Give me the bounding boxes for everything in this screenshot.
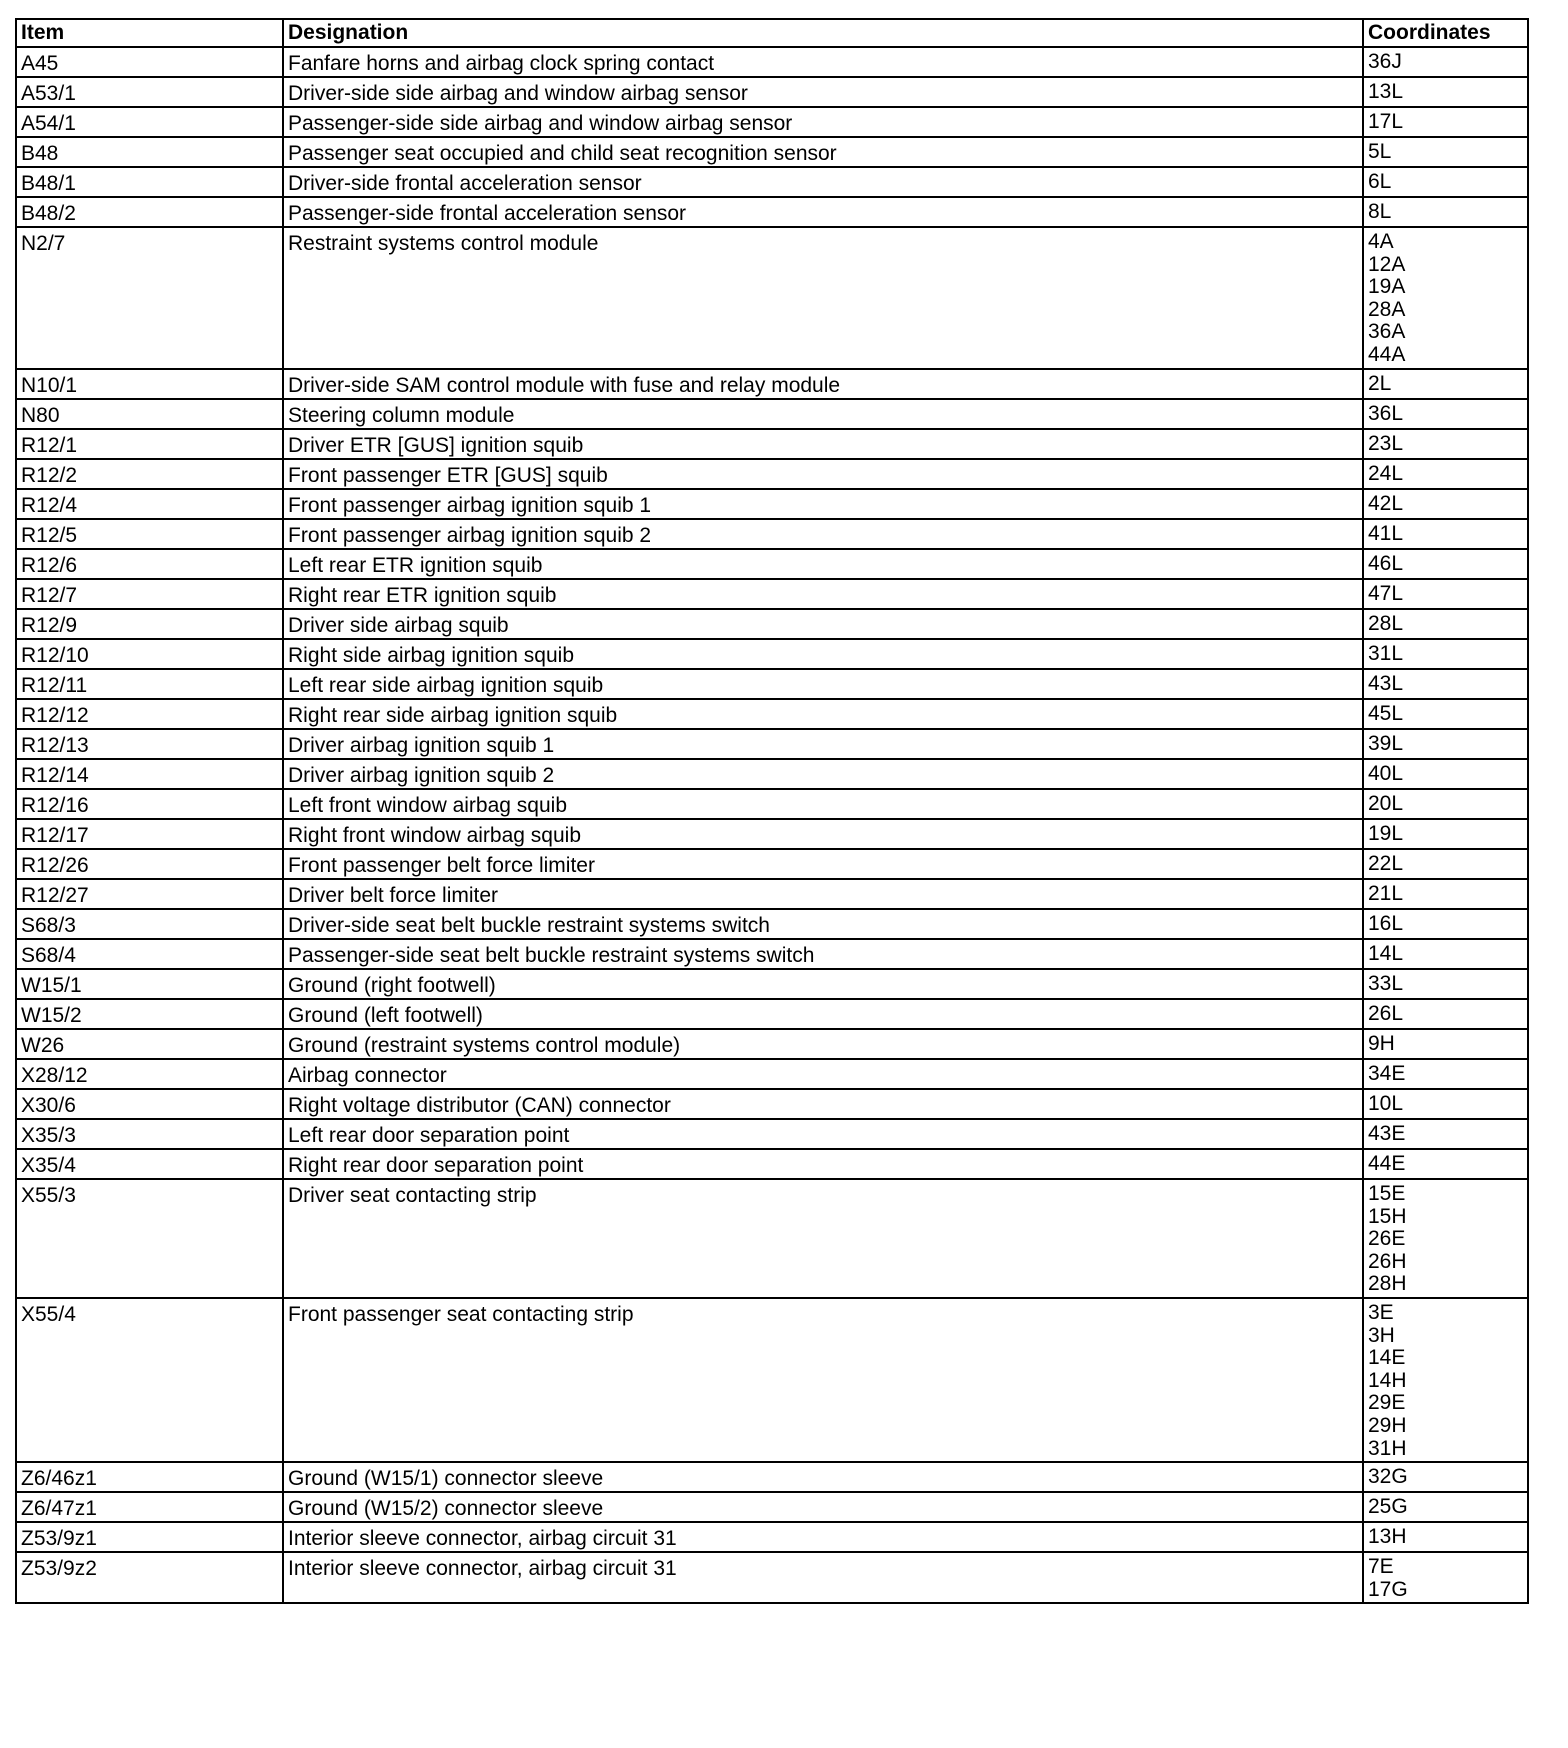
cell-designation: Driver airbag ignition squib 2 [283, 759, 1363, 789]
table-row [16, 1492, 1528, 1522]
cell-designation: Ground (left footwell) [283, 999, 1363, 1029]
coordinate-value: 33L [1368, 972, 1404, 995]
table-row [16, 849, 1528, 879]
cell-designation: Driver-side frontal acceleration sensor [283, 167, 1363, 197]
coordinate-value: 28A [1368, 297, 1406, 321]
cell-item: A54/1 [16, 107, 283, 137]
cell-designation: Driver ETR [GUS] ignition squib [283, 429, 1363, 459]
cell-designation: Passenger-side seat belt buckle restraint systems switch [283, 939, 1363, 969]
coordinate-value: 44A [1368, 342, 1406, 366]
cell-item: R12/14 [16, 759, 283, 789]
cell-coordinates [1363, 999, 1528, 1029]
coordinate-value: 21L [1368, 882, 1404, 905]
coordinate-value: 3H [1368, 1323, 1395, 1347]
table-row [16, 77, 1528, 107]
cell-designation: Steering column module [283, 399, 1363, 429]
coordinate-value: 25G [1368, 1495, 1408, 1518]
coordinate-value: 8L [1368, 200, 1392, 223]
cell-designation: Fanfare horns and airbag clock spring contact [283, 47, 1363, 77]
coordinate-value: 9H [1368, 1032, 1395, 1055]
coordinate-value: 29E [1368, 1391, 1406, 1415]
cell-item: X30/6 [16, 1089, 283, 1119]
cell-item: N2/7 [16, 227, 283, 369]
cell-item: A45 [16, 47, 283, 77]
cell-item: X55/3 [16, 1179, 283, 1298]
cell-item: R12/2 [16, 459, 283, 489]
cell-coordinates [1363, 609, 1528, 639]
table-row [16, 1522, 1528, 1552]
cell-designation: Driver-side SAM control module with fuse and relay module [283, 369, 1363, 399]
table-row [16, 459, 1528, 489]
table-row [16, 107, 1528, 137]
table-row [16, 729, 1528, 759]
cell-designation: Right front window airbag squib [283, 819, 1363, 849]
table-row [16, 1029, 1528, 1059]
cell-item: R12/10 [16, 639, 283, 669]
cell-designation: Right rear side airbag ignition squib [283, 699, 1363, 729]
coordinate-value: 7E [1368, 1555, 1394, 1578]
coordinate-value: 41L [1368, 522, 1404, 545]
coordinate-value: 3E [1368, 1301, 1394, 1324]
coordinate-value: 4A [1368, 230, 1394, 253]
coordinate-value: 22L [1368, 852, 1404, 875]
cell-coordinates [1363, 77, 1528, 107]
cell-designation: Front passenger belt force limiter [283, 849, 1363, 879]
coordinate-value: 24L [1368, 462, 1404, 485]
cell-item: W15/1 [16, 969, 283, 999]
cell-item: B48/2 [16, 197, 283, 227]
cell-designation: Ground (restraint systems control module) [283, 1029, 1363, 1059]
cell-item: S68/3 [16, 909, 283, 939]
cell-item: R12/6 [16, 549, 283, 579]
cell-designation: Front passenger ETR [GUS] squib [283, 459, 1363, 489]
coordinate-value: 40L [1368, 762, 1404, 785]
cell-designation: Driver-side side airbag and window airbag sensor [283, 77, 1363, 107]
cell-coordinates [1363, 1149, 1528, 1179]
cell-coordinates [1363, 1522, 1528, 1552]
cell-coordinates [1363, 879, 1528, 909]
cell-item: R12/12 [16, 699, 283, 729]
cell-item: X35/3 [16, 1119, 283, 1149]
coordinate-value: 5L [1368, 140, 1392, 163]
cell-designation: Front passenger seat contacting strip [283, 1298, 1363, 1462]
table-row [16, 699, 1528, 729]
cell-designation: Interior sleeve connector, airbag circuit 31 [283, 1522, 1363, 1552]
table-row [16, 1059, 1528, 1089]
cell-coordinates [1363, 519, 1528, 549]
cell-coordinates [1363, 759, 1528, 789]
table-row [16, 1462, 1528, 1492]
coordinate-value: 13L [1368, 80, 1404, 103]
table-header-row [16, 19, 1528, 47]
table-row [16, 609, 1528, 639]
table-row [16, 999, 1528, 1029]
cell-designation: Passenger-side frontal acceleration sensor [283, 197, 1363, 227]
cell-designation: Passenger-side side airbag and window airbag sensor [283, 107, 1363, 137]
table-row [16, 759, 1528, 789]
cell-designation: Driver side airbag squib [283, 609, 1363, 639]
coordinate-value: 26H [1368, 1249, 1407, 1273]
cell-item: R12/27 [16, 879, 283, 909]
component-legend-table [15, 18, 1529, 1604]
cell-designation: Left front window airbag squib [283, 789, 1363, 819]
cell-coordinates [1363, 819, 1528, 849]
cell-designation: Driver seat contacting strip [283, 1179, 1363, 1298]
coordinate-value: 12A [1368, 252, 1406, 276]
table-row [16, 167, 1528, 197]
coordinate-value: 44E [1368, 1152, 1406, 1175]
table-row [16, 1552, 1528, 1603]
cell-coordinates [1363, 789, 1528, 819]
table-row [16, 197, 1528, 227]
cell-coordinates [1363, 429, 1528, 459]
coordinate-value: 17G [1368, 1577, 1408, 1601]
cell-item: R12/5 [16, 519, 283, 549]
cell-coordinates [1363, 969, 1528, 999]
coordinate-value: 43E [1368, 1122, 1406, 1145]
cell-designation: Left rear side airbag ignition squib [283, 669, 1363, 699]
table-row [16, 549, 1528, 579]
cell-designation: Ground (W15/1) connector sleeve [283, 1462, 1363, 1492]
coordinate-value: 32G [1368, 1465, 1408, 1488]
cell-item: N80 [16, 399, 283, 429]
cell-coordinates [1363, 1462, 1528, 1492]
coordinate-value: 15H [1368, 1204, 1407, 1228]
table-row [16, 579, 1528, 609]
cell-item: Z53/9z1 [16, 1522, 283, 1552]
cell-coordinates [1363, 1119, 1528, 1149]
cell-coordinates [1363, 699, 1528, 729]
cell-item: A53/1 [16, 77, 283, 107]
coordinate-value: 19L [1368, 822, 1404, 845]
coordinate-value: 45L [1368, 702, 1404, 725]
table-row [16, 1089, 1528, 1119]
cell-coordinates [1363, 399, 1528, 429]
coordinate-value: 34E [1368, 1062, 1406, 1085]
cell-designation: Driver belt force limiter [283, 879, 1363, 909]
table-row [16, 137, 1528, 167]
coordinate-value: 46L [1368, 552, 1404, 575]
cell-item: B48 [16, 137, 283, 167]
cell-item: R12/26 [16, 849, 283, 879]
cell-designation: Airbag connector [283, 1059, 1363, 1089]
cell-coordinates [1363, 579, 1528, 609]
table-row [16, 1119, 1528, 1149]
cell-coordinates [1363, 47, 1528, 77]
table-row [16, 519, 1528, 549]
cell-designation: Passenger seat occupied and child seat recognition sensor [283, 137, 1363, 167]
cell-coordinates [1363, 1552, 1528, 1603]
table-row [16, 399, 1528, 429]
cell-coordinates [1363, 639, 1528, 669]
coordinate-value: 2L [1368, 372, 1392, 395]
cell-designation: Driver airbag ignition squib 1 [283, 729, 1363, 759]
coordinate-value: 47L [1368, 582, 1404, 605]
table-row [16, 47, 1528, 77]
coordinate-value: 16L [1368, 912, 1404, 935]
coordinate-value: 36J [1368, 50, 1402, 73]
cell-coordinates [1363, 729, 1528, 759]
coordinate-value: 31H [1368, 1436, 1407, 1460]
coordinate-value: 26L [1368, 1002, 1404, 1025]
coordinate-value: 6L [1368, 170, 1392, 193]
cell-designation: Front passenger airbag ignition squib 1 [283, 489, 1363, 519]
table-row [16, 227, 1528, 369]
table-row [16, 879, 1528, 909]
table-row [16, 819, 1528, 849]
cell-item: N10/1 [16, 369, 283, 399]
header-coordinates: Coordinates [1363, 19, 1528, 47]
cell-designation: Ground (right footwell) [283, 969, 1363, 999]
cell-item: X28/12 [16, 1059, 283, 1089]
cell-coordinates [1363, 909, 1528, 939]
table-row [16, 909, 1528, 939]
cell-coordinates [1363, 197, 1528, 227]
table-row [16, 969, 1528, 999]
coordinate-value: 28H [1368, 1272, 1407, 1296]
table-row [16, 789, 1528, 819]
header-item: Item [16, 19, 283, 47]
cell-item: R12/9 [16, 609, 283, 639]
cell-item: X55/4 [16, 1298, 283, 1462]
cell-designation: Right voltage distributor (CAN) connector [283, 1089, 1363, 1119]
cell-item: Z53/9z2 [16, 1552, 283, 1603]
cell-coordinates [1363, 549, 1528, 579]
cell-coordinates [1363, 849, 1528, 879]
cell-item: R12/16 [16, 789, 283, 819]
cell-item: R12/7 [16, 579, 283, 609]
cell-item: W26 [16, 1029, 283, 1059]
cell-item: R12/17 [16, 819, 283, 849]
cell-item: R12/11 [16, 669, 283, 699]
coordinate-value: 23L [1368, 432, 1404, 455]
coordinate-value: 19A [1368, 275, 1406, 299]
cell-coordinates [1363, 1492, 1528, 1522]
coordinate-value: 14H [1368, 1368, 1407, 1392]
cell-coordinates [1363, 489, 1528, 519]
cell-designation: Left rear door separation point [283, 1119, 1363, 1149]
cell-coordinates [1363, 669, 1528, 699]
cell-item: R12/1 [16, 429, 283, 459]
cell-designation: Right side airbag ignition squib [283, 639, 1363, 669]
cell-coordinates [1363, 369, 1528, 399]
cell-item: B48/1 [16, 167, 283, 197]
coordinate-value: 26E [1368, 1227, 1406, 1251]
table-row [16, 1149, 1528, 1179]
table-row [16, 429, 1528, 459]
cell-coordinates [1363, 939, 1528, 969]
coordinate-value: 43L [1368, 672, 1404, 695]
header-designation: Designation [283, 19, 1363, 47]
cell-item: W15/2 [16, 999, 283, 1029]
cell-item: R12/13 [16, 729, 283, 759]
cell-designation: Right rear ETR ignition squib [283, 579, 1363, 609]
table-body [16, 47, 1528, 1603]
cell-designation: Left rear ETR ignition squib [283, 549, 1363, 579]
table-row [16, 369, 1528, 399]
cell-coordinates [1363, 107, 1528, 137]
cell-coordinates [1363, 1059, 1528, 1089]
coordinate-value: 42L [1368, 492, 1404, 515]
coordinate-value: 36A [1368, 320, 1406, 344]
cell-item: X35/4 [16, 1149, 283, 1179]
cell-coordinates [1363, 167, 1528, 197]
cell-designation: Restraint systems control module [283, 227, 1363, 369]
coordinate-value: 29H [1368, 1413, 1407, 1437]
cell-designation: Right rear door separation point [283, 1149, 1363, 1179]
coordinate-value: 14L [1368, 942, 1404, 965]
cell-coordinates [1363, 1029, 1528, 1059]
table-row [16, 639, 1528, 669]
cell-item: S68/4 [16, 939, 283, 969]
table-row [16, 939, 1528, 969]
cell-item: Z6/47z1 [16, 1492, 283, 1522]
coordinate-value: 20L [1368, 792, 1404, 815]
table-row [16, 489, 1528, 519]
coordinate-value: 39L [1368, 732, 1404, 755]
cell-coordinates [1363, 1179, 1528, 1298]
coordinate-value: 36L [1368, 402, 1404, 425]
cell-designation: Ground (W15/2) connector sleeve [283, 1492, 1363, 1522]
coordinate-value: 17L [1368, 110, 1404, 133]
table-row [16, 669, 1528, 699]
table-row [16, 1179, 1528, 1298]
cell-coordinates [1363, 137, 1528, 167]
cell-item: R12/4 [16, 489, 283, 519]
coordinate-value: 15E [1368, 1182, 1406, 1205]
coordinate-value: 13H [1368, 1525, 1407, 1548]
cell-coordinates [1363, 459, 1528, 489]
cell-item: Z6/46z1 [16, 1462, 283, 1492]
coordinate-value: 31L [1368, 642, 1404, 665]
table-row [16, 1298, 1528, 1462]
cell-coordinates [1363, 1089, 1528, 1119]
coordinate-value: 14E [1368, 1346, 1406, 1370]
coordinate-value: 28L [1368, 612, 1404, 635]
coordinate-value: 10L [1368, 1092, 1404, 1115]
cell-designation: Front passenger airbag ignition squib 2 [283, 519, 1363, 549]
cell-designation: Interior sleeve connector, airbag circuit 31 [283, 1552, 1363, 1603]
cell-designation: Driver-side seat belt buckle restraint systems switch [283, 909, 1363, 939]
cell-coordinates [1363, 1298, 1528, 1462]
cell-coordinates [1363, 227, 1528, 369]
